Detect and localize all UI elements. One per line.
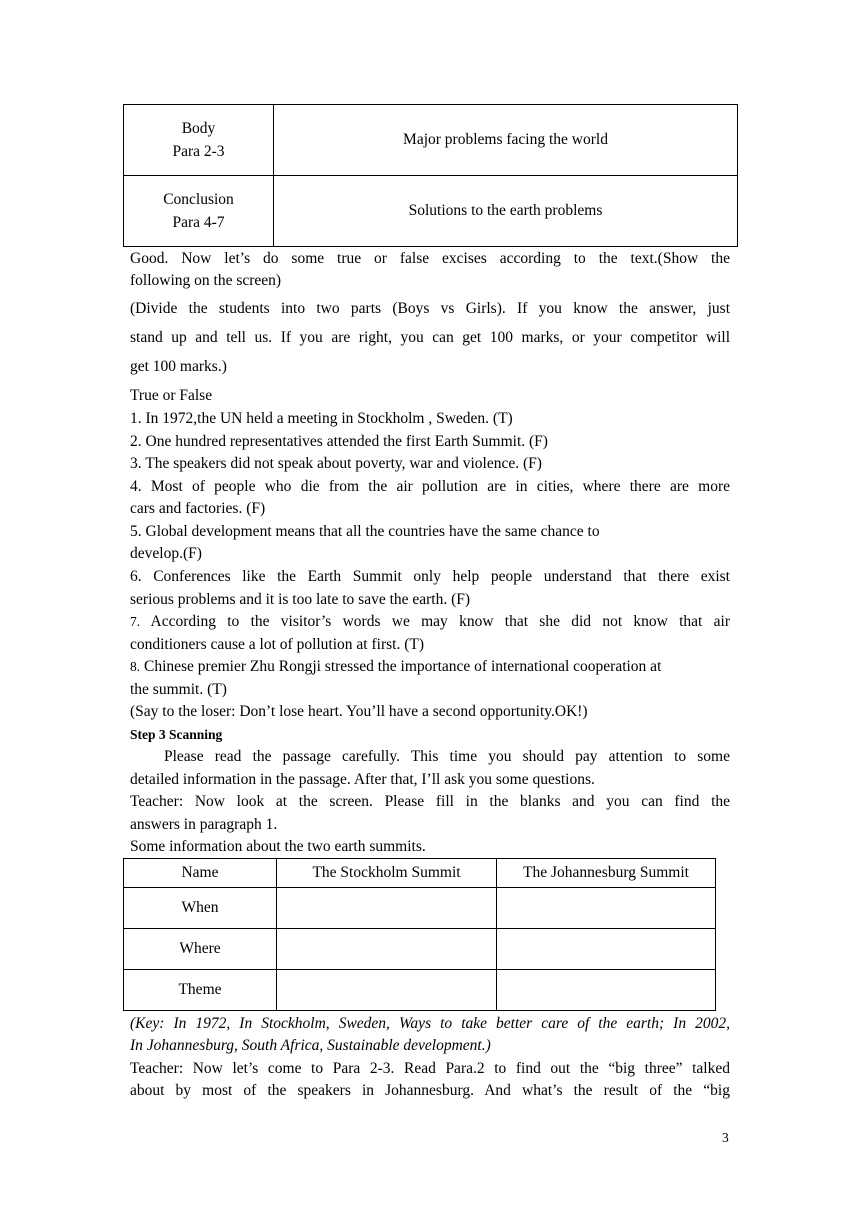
header-stockholm: The Stockholm Summit <box>277 859 497 888</box>
section-name: Body <box>181 120 216 137</box>
statement-3: 3. The speakers did not speak about poverty, war and violence. (F) <box>130 455 542 472</box>
section-cell <box>124 105 274 176</box>
blank-cell <box>497 970 716 1011</box>
table-row <box>124 888 716 929</box>
header-johannesburg: The Johannesburg Summit <box>497 859 716 888</box>
statement-7a <box>130 611 730 633</box>
statement-2: 2. One hundred representatives attended the first Earth Summit. (F) <box>130 433 548 450</box>
statement-8b: the summit. (T) <box>130 681 227 698</box>
row-label-theme: Theme <box>124 970 277 1011</box>
divide-line-1: (Divide the students into two parts (Boys vs Girls). If you know the answer, just <box>130 300 730 317</box>
section-name: Conclusion <box>163 191 234 208</box>
content-cell: Major problems facing the world <box>274 105 738 176</box>
key-line-1: (Key: In 1972, In Stockholm, Sweden, Ways to take better care of the earth; In 2002, <box>130 1015 730 1032</box>
statement-7b: conditioners cause a lot of pollution at first. (T) <box>130 636 424 653</box>
statement-1: 1. In 1972,the UN held a meeting in Stockholm , Sweden. (T) <box>130 410 513 427</box>
page-number: 3 <box>722 1130 729 1145</box>
statement-8-number: 8. <box>130 659 141 674</box>
divide-line-2: stand up and tell us. If you are right, you can get 100 marks, or your competitor will <box>130 329 730 346</box>
table-row <box>124 176 738 247</box>
statement-6b: serious problems and it is too late to save the earth. (F) <box>130 591 471 608</box>
statement-7-text: According to the visitor’s words we may know that she did not know that air <box>140 613 730 630</box>
statement-8a <box>130 656 730 678</box>
divide-line-3: get 100 marks.) <box>130 358 227 375</box>
intro-line-2: following on the screen) <box>130 272 282 289</box>
step3-heading: Step 3 Scanning <box>130 727 223 742</box>
blank-cell <box>277 970 497 1011</box>
tf-title: True or False <box>130 387 213 404</box>
teacher2-line-2: about by most of the speakers in Johannesburg. And what’s the result of the “big <box>130 1082 730 1099</box>
statement-7-number: 7. <box>130 614 141 629</box>
statement-5a: 5. Global development means that all the countries have the same chance to <box>130 523 600 540</box>
teacher2-line-1: Teacher: Now let’s come to Para 2-3. Read Para.2 to find out the “big three” talked <box>130 1060 730 1077</box>
header-name: Name <box>124 859 277 888</box>
table-row <box>124 105 738 176</box>
blank-cell <box>277 929 497 970</box>
statement-8-text: Chinese premier Zhu Rongji stressed the importance of international cooperation at <box>140 658 662 675</box>
structure-table <box>123 104 738 247</box>
summit-table <box>123 858 716 1011</box>
blank-cell <box>497 888 716 929</box>
scan-line-1: Please read the passage carefully. This time you should pay attention to some <box>164 748 730 765</box>
section-paras: Para 4-7 <box>172 214 225 231</box>
some-info-line: Some information about the two earth summits. <box>130 838 426 855</box>
table-row <box>124 929 716 970</box>
section-cell <box>124 176 274 247</box>
intro-line-1: Good. Now let’s do some true or false excises according to the text.(Show the <box>130 250 730 267</box>
table-row <box>124 970 716 1011</box>
row-label-where: Where <box>124 929 277 970</box>
blank-cell <box>277 888 497 929</box>
section-paras: Para 2-3 <box>172 143 225 160</box>
blank-cell <box>497 929 716 970</box>
row-label-when: When <box>124 888 277 929</box>
statement-4a: 4. Most of people who die from the air pollution are in cities, where there are more <box>130 478 730 495</box>
statement-6a: 6. Conferences like the Earth Summit only help people understand that there exist <box>130 568 730 585</box>
teacher-line-1: Teacher: Now look at the screen. Please fill in the blanks and you can find the <box>130 793 730 810</box>
teacher-line-2: answers in paragraph 1. <box>130 816 278 833</box>
key-line-2: In Johannesburg, South Africa, Sustainable development.) <box>130 1037 491 1054</box>
scan-line-2: detailed information in the passage. After that, I’ll ask you some questions. <box>130 771 595 788</box>
content-cell: Solutions to the earth problems <box>274 176 738 247</box>
loser-note: (Say to the loser: Don’t lose heart. You’ll have a second opportunity.OK!) <box>130 703 588 720</box>
statement-4b: cars and factories. (F) <box>130 500 266 517</box>
table-header-row <box>124 859 716 888</box>
statement-5b: develop.(F) <box>130 545 202 562</box>
